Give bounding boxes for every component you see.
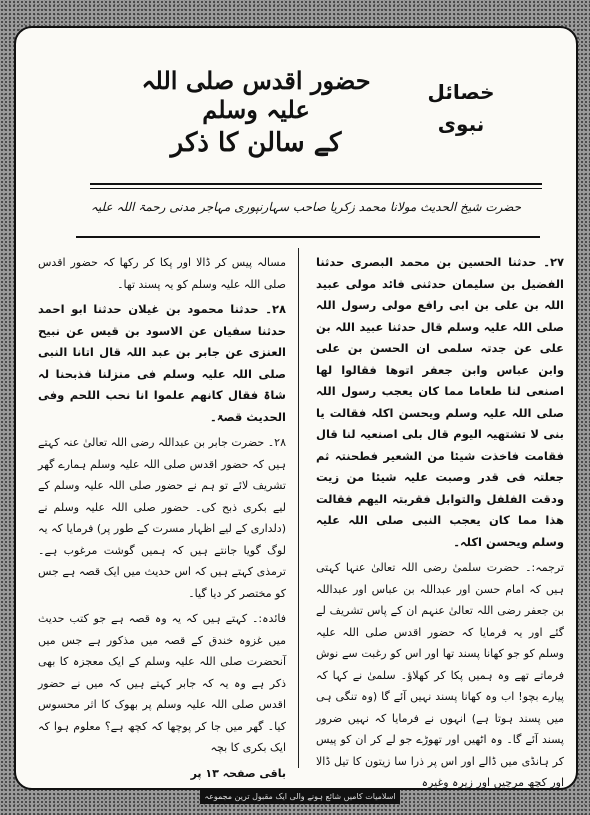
hadith-28-translation: ۲۸۔ حضرت جابر بن عبداللہ رضی اللہ تعالیٰ عنہ کہتے ہیں کہ حضور اقدس صلی اللہ علیہ وسلم ہمارے گھر تشریف لائے تو ہم نے حضور صلی اللہ علیہ وسلم کے لیے بکری ذبح کی۔ حضور صلی اللہ علیہ وسلم نے (دلداری کے لیے اظہار مسرت کے طور پر) فرمایا کہ یہ لوگ گویا جانتے ہیں کہ ہمیں گوشت مرغوب ہے۔ ترمذی کہتے ہیں کہ اس حدیث میں ایک قصہ ہے جس کو مختصر کر دیا گیا۔ xyxy=(38,436,286,600)
hadith-27-translation: ترجمہ:۔ حضرت سلمیٰ رضی اللہ تعالیٰ عنہا کہتی ہیں کہ امام حسن اور عبداللہ بن عباس اور عبداللہ بن جعفر رضی اللہ تعالیٰ عنہم ان کے پاس تشریف لے گئے اور یہ فرمایا کہ حضور اقدس صلی اللہ علیہ وسلم کو جو کھانا پسند تھا اور اس کو رغبت سے نوش فرماتے تھے وہ ہمیں پکا کر کھلاؤ۔ سلمیٰ نے کہا کہ پیارے بچو! اب وہ کھانا پسند نہیں آئے گا (وہ تنگی ہی میں پسند ہوتا ہے) انہوں نے فرمایا کہ نہیں ضرور پسند آئے گا۔ وہ اٹھیں اور تھوڑے جو لے کر ان کو پیس کر ہانڈی میں ڈالے اور اس پر ذرا سا زیتون کا تیل ڈالا اور کچھ مرچیں اور زیرہ وغیرہ xyxy=(316,561,564,789)
series-line-2: نبوی xyxy=(437,112,485,136)
page-subtitle: کے سالن کا ذکر xyxy=(170,128,342,158)
hadith-27-arabic: ۲۷۔ حدثنا الحسین بن محمد البصری حدثنا الفضیل بن سلیمان حدثنی فائد مولی عبید اللہ بن علی بن ابی رافع مولی رسول اللہ صلی اللہ علیہ وسلم قال حدثنا عبید اللہ بن علی عن جدتہ سلمی ان الحسن بن علی وابن عباس وابن جعفر اتوھا فقالوا لھا اصنعی لنا طعاما مما کان یعجب رسول اللہ صلی اللہ علیہ وسلم ویحسن اکلہ فقالت یا بنی لا تشتھیہ الیوم قال بلی اصنعیہ لنا قال فقامت فاخذت شیئا من الشعیر فطحنتہ ثم جعلتہ فی قدر وصبت علیہ شیئا من زیت ودقت الفلفل والتوابل فقربتہ الیھم فقالت ھذا مما کان یعجب النبی صلی اللہ علیہ وسلم ویحسن اکلہ۔ xyxy=(316,255,564,549)
page-header xyxy=(16,28,576,218)
continuation-text: مسالہ پیس کر ڈالا اور پکا کر رکھا کہ حضور اقدس صلی اللہ علیہ وسلم کو یہ پسند تھا۔ xyxy=(38,256,286,291)
series-title xyxy=(416,76,506,140)
author-line: حضرت شیخ الحدیث مولانا محمد زکریا صاحب سہارنپوری مہاجر مدنی رحمۃ اللہ علیہ xyxy=(90,200,522,214)
header-rule xyxy=(90,183,542,185)
continued-note: باقی صفحہ ۱۳ پر xyxy=(190,766,286,780)
left-column xyxy=(38,252,286,788)
header-rule-thin xyxy=(90,188,542,189)
benefit-note: فائدہ:۔ کہتے ہیں کہ یہ وہ قصہ ہے جو کتب حدیث میں غزوہ خندق کے قصہ میں مذکور ہے جس میں آنحضرت صلی اللہ علیہ وسلم کے ایک معجزہ کا بھی ذکر ہے وہ یہ کہ جابر کہتے ہیں کہ میں نے حضور اقدس صلی اللہ علیہ وسلم پر بھوک کا اثر محسوس کیا۔ گھر میں جا کر پوچھا کہ کچھ ہے؟ معلوم ہوا کہ ایک بکری کا بچہ xyxy=(38,612,286,754)
page-title: حضور اقدس صلی اللہ علیہ وسلم xyxy=(141,66,371,124)
author-rule xyxy=(76,236,540,238)
column-divider xyxy=(298,248,299,768)
series-line-1: خصائل xyxy=(427,80,495,104)
footer-strip: اسلامیات کامیں شائع ہونے والی ایک مقبول ترین مجموعہ xyxy=(200,790,400,804)
hadith-28-arabic: ۲۸۔ حدثنا محمود بن غیلان حدثنا ابو احمد حدثنا سفیان عن الاسود بن قیس عن نبیح العنزی عن جابر بن عبد اللہ قال اتانا النبی صلی اللہ علیہ وسلم فی منزلنا فذبحنا لہ شاۃ فقال کانھم علموا انا نحب اللحم وفی الحدیث قصۃ۔ xyxy=(38,302,286,424)
document-page xyxy=(14,26,578,790)
right-column xyxy=(316,252,564,790)
